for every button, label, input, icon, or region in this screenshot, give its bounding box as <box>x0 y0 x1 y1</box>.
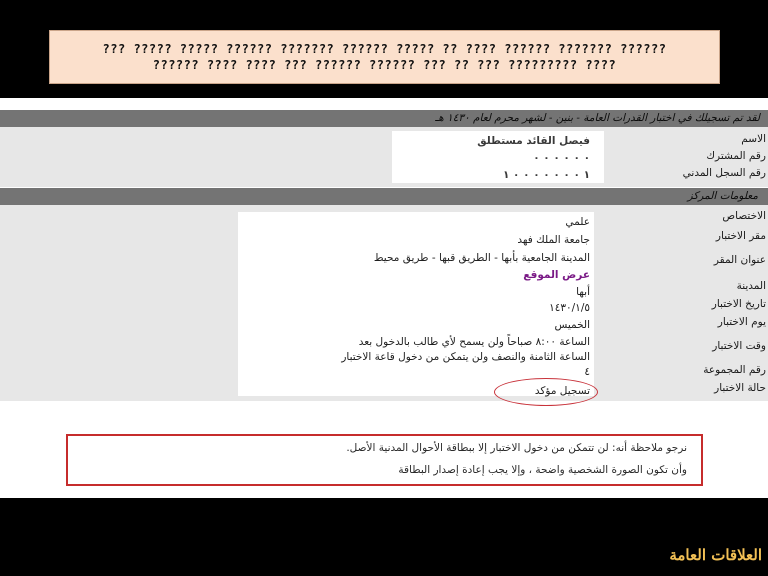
notice-line-1: نرجو ملاحظة أنه: لن تتمكن من دخول الاختبار إلا ببطاقة الأحوال المدنية الأصل. <box>346 442 687 454</box>
value-test-time-line-2: الساعة الثامنة والنصف ولن يتمكن من دخول قاعة الاختبار <box>341 351 590 363</box>
value-name: فيصل القائد مستطلق <box>477 135 590 147</box>
notice-line-2: وأن تكون الصورة الشخصية واضحة ، وإلا يجب إعادة إصدار البطاقة <box>398 464 687 476</box>
value-subscriber-number: ٠ ٠ ٠ ٠ ٠ ٠ <box>533 152 590 164</box>
registration-screenshot <box>0 98 768 498</box>
value-civil-record-number: ١ ٠ ٠ ٠ ٠ ٠ ٠ ٠ ١ <box>502 169 590 181</box>
label-test-date: تاريخ الاختبار <box>711 298 766 310</box>
label-test-day: يوم الاختبار <box>717 316 766 328</box>
label-city: المدينة <box>736 280 766 292</box>
registration-header <box>0 110 768 127</box>
label-test-time: وقت الاختبار <box>712 340 766 352</box>
value-group-number: ٤ <box>584 366 590 378</box>
notice-box <box>66 434 703 486</box>
status-highlight-circle <box>494 378 598 406</box>
label-specialization: الاختصاص <box>722 210 766 222</box>
center-header-text: معلومات المركز <box>687 190 758 202</box>
value-test-status: تسجيل مؤكد <box>534 385 590 397</box>
public-relations-logo: العلاقات العامة <box>669 546 762 564</box>
value-test-date: ١٤٣٠/١/٥ <box>549 302 590 314</box>
label-site-address: عنوان المقر <box>713 254 766 266</box>
banner-line-2: ?????? ???? ???? ??? ?????? ?????? ??? ?? ??? ????????? ???? <box>152 58 617 72</box>
value-test-day: الخميس <box>554 319 590 331</box>
label-test-status: حالة الاختبار <box>714 382 766 394</box>
value-city: أبها <box>576 286 590 298</box>
value-site-address: المدينة الجامعية بأبها - الطريق قبها - طريق محيط <box>373 252 590 264</box>
label-subscriber-number: رقم المشترك <box>706 150 766 162</box>
show-location-link[interactable]: عرض الموقع <box>523 269 590 281</box>
label-test-site: مقر الاختبار <box>715 230 766 242</box>
center-header <box>0 188 768 205</box>
registration-header-text: لقد تم تسجيلك في اختبار القدرات العامة - بنين - لشهر محرم لعام ١٤٣٠ هـ <box>435 112 760 124</box>
value-test-site: جامعة الملك فهد <box>517 234 590 246</box>
value-specialization: علمي <box>565 216 590 228</box>
banner-line-1: ??? ????? ????? ?????? ??????? ?????? ????? ?? ???? ?????? ??????? ?????? <box>102 42 667 56</box>
label-civil-record-number: رقم السجل المدني <box>682 167 766 179</box>
slide-banner <box>49 30 720 84</box>
label-group-number: رقم المجموعة <box>703 364 766 376</box>
label-name: الاسم <box>741 133 766 145</box>
value-test-time-line-1: الساعة ٨:٠٠ صباحاً ولن يسمح لأي طالب بالدخول بعد <box>358 336 590 348</box>
